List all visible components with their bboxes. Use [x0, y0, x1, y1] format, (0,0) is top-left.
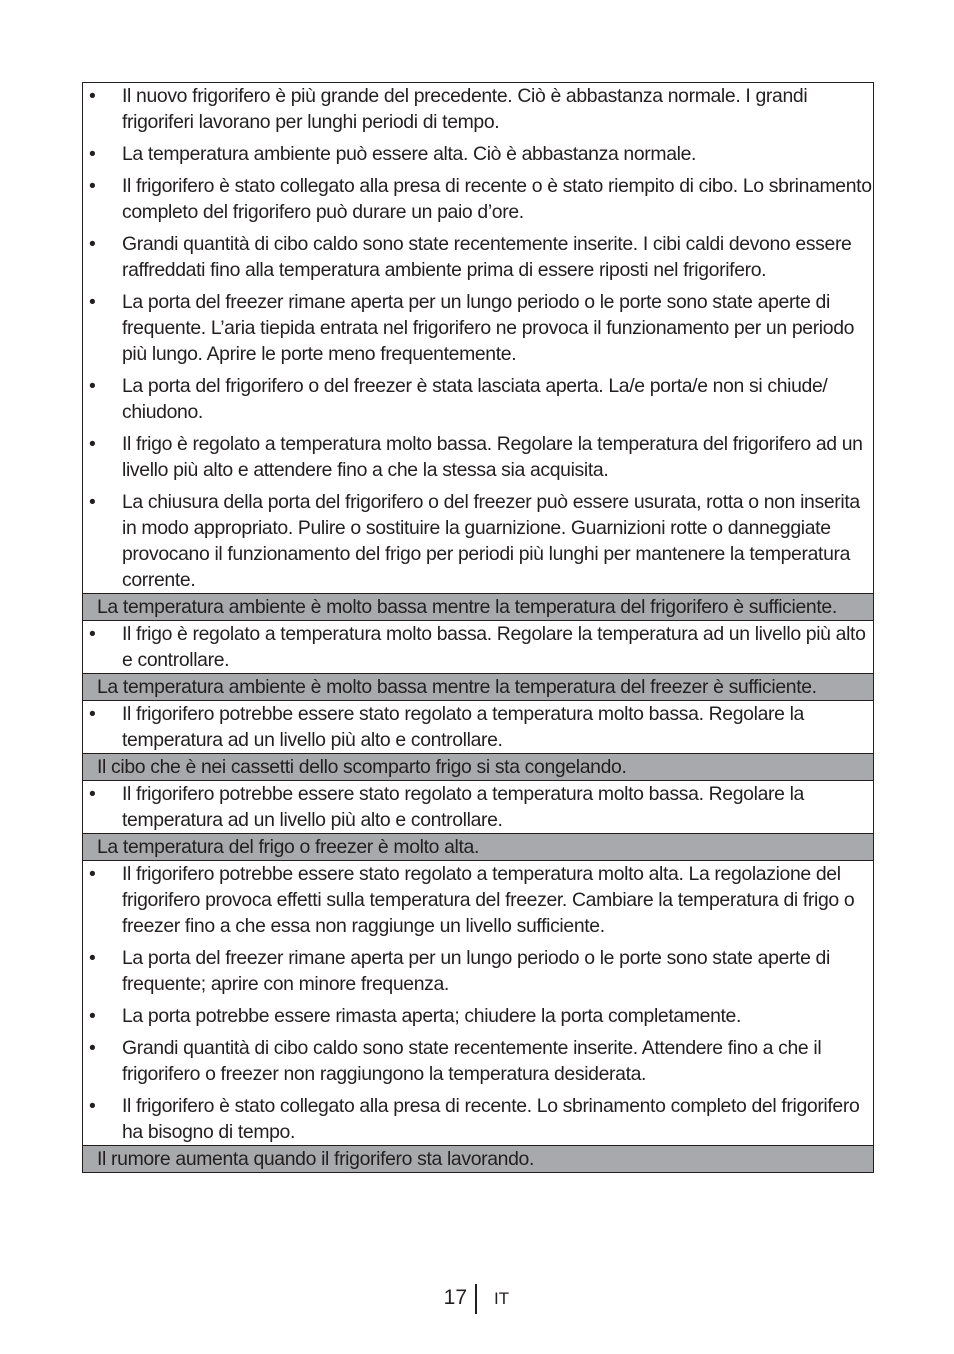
- bullet-row: [83, 701, 874, 754]
- section-heading: [83, 834, 874, 861]
- bullet-text: Il frigorifero è stato collegato alla presa di recente o è stato riempito di cibo. Lo sbrinamento completo del frigorifero può durare un paio d’ore.: [122, 175, 872, 223]
- section-heading-text: La temperatura ambiente è molto bassa mentre la temperatura del freezer è sufficiente.: [97, 676, 817, 698]
- bullet-dot-icon: •: [89, 143, 96, 165]
- bullet-text: Il frigorifero potrebbe essere stato regolato a temperatura molto bassa. Regolare la temperatura ad un livello più alto e controllare.: [122, 783, 804, 831]
- bullet-dot-icon: •: [89, 947, 96, 969]
- bullet-dot-icon: •: [89, 1005, 96, 1027]
- bullet-row: [83, 861, 874, 1146]
- section-heading-text: Il cibo che è nei cassetti dello scomparto frigo si sta congelando.: [97, 756, 627, 778]
- bullet-text: La porta del freezer rimane aperta per un lungo periodo o le porte sono state aperte di frequente; aprire con minore frequenza.: [122, 947, 830, 995]
- bullet-item: [83, 489, 873, 593]
- bullet-item: [83, 231, 873, 283]
- bullet-text: Grandi quantità di cibo caldo sono state recentemente inserite. Attendere fino a che il frigorifero o freezer non raggiungono la temperatura desiderata.: [122, 1037, 822, 1085]
- bullet-item: [83, 289, 873, 367]
- bullet-dot-icon: •: [89, 375, 96, 397]
- footer-divider: [475, 1284, 477, 1314]
- bullet-dot-icon: •: [89, 233, 96, 255]
- bullet-item: [83, 1003, 873, 1029]
- page-number: 17: [443, 1286, 467, 1309]
- bullet-dot-icon: •: [89, 1095, 96, 1117]
- bullet-list: [83, 861, 874, 1146]
- bullet-list: [83, 621, 874, 674]
- section-heading: [83, 674, 874, 701]
- bullet-text: La temperatura ambiente può essere alta. Ciò è abbastanza normale.: [122, 143, 697, 165]
- bullet-item: [83, 173, 873, 225]
- bullet-item: [83, 861, 873, 939]
- bullet-dot-icon: •: [89, 433, 96, 455]
- bullet-item: [83, 141, 873, 167]
- section-heading: [83, 594, 874, 621]
- bullet-row: [83, 621, 874, 674]
- bullet-dot-icon: •: [89, 1037, 96, 1059]
- bullet-dot-icon: •: [89, 703, 96, 725]
- bullet-dot-icon: •: [89, 85, 96, 107]
- bullet-list: [83, 701, 874, 754]
- bullet-dot-icon: •: [89, 623, 96, 645]
- section-heading: [83, 1146, 874, 1173]
- page-footer: [0, 1284, 954, 1314]
- bullet-text: La porta del freezer rimane aperta per un lungo periodo o le porte sono state aperte di frequente. L’aria tiepida entrata nel frigorifero ne provoca il funzionamento per un periodo più lungo. Aprire le porte meno frequentemente.: [122, 291, 855, 365]
- troubleshooting-table-body: [83, 83, 874, 1173]
- bullet-text: La porta del frigorifero o del freezer è stata lasciata aperta. La/e porta/e non si chiude/ chiudono.: [122, 375, 828, 423]
- bullet-item: [83, 431, 873, 483]
- bullet-text: Il frigo è regolato a temperatura molto bassa. Regolare la temperatura ad un livello più alto e controllare.: [122, 623, 866, 671]
- language-code: IT: [494, 1289, 510, 1308]
- bullet-dot-icon: •: [89, 783, 96, 805]
- bullet-text: Il frigorifero potrebbe essere stato regolato a temperatura molto alta. La regolazione del frigorifero provoca effetti sulla temperatura del freezer. Cambiare la temperatura di frigo o freezer fino a che essa non raggiunge un livello sufficiente.: [122, 863, 855, 937]
- bullet-item: [83, 621, 873, 673]
- bullet-item: [83, 781, 873, 833]
- bullet-text: Il nuovo frigorifero è più grande del precedente. Ciò è abbastanza normale. I grandi frigoriferi lavorano per lunghi periodi di tempo.: [122, 85, 808, 133]
- bullet-list: [83, 781, 874, 834]
- bullet-list: [83, 83, 874, 594]
- bullet-item: [83, 83, 873, 135]
- bullet-dot-icon: •: [89, 175, 96, 197]
- bullet-dot-icon: •: [89, 491, 96, 513]
- heading-row: [83, 834, 874, 861]
- heading-row: [83, 1146, 874, 1173]
- section-heading-text: Il rumore aumenta quando il frigorifero sta lavorando.: [97, 1148, 535, 1170]
- heading-row: [83, 594, 874, 621]
- section-heading-text: La temperatura del frigo o freezer è molto alta.: [97, 836, 479, 858]
- heading-row: [83, 754, 874, 781]
- bullet-text: Grandi quantità di cibo caldo sono state recentemente inserite. I cibi caldi devono essere raffreddati fino alla temperatura ambiente prima di essere riposti nel frigorifero.: [122, 233, 852, 281]
- bullet-dot-icon: •: [89, 863, 96, 885]
- bullet-item: [83, 945, 873, 997]
- bullet-text: Il frigorifero è stato collegato alla presa di recente. Lo sbrinamento completo del frigorifero ha bisogno di tempo.: [122, 1095, 860, 1143]
- bullet-item: [83, 1035, 873, 1087]
- bullet-dot-icon: •: [89, 291, 96, 313]
- bullet-text: Il frigorifero potrebbe essere stato regolato a temperatura molto bassa. Regolare la temperatura ad un livello più alto e controllare.: [122, 703, 804, 751]
- troubleshooting-table: [82, 82, 874, 1173]
- bullet-text: La porta potrebbe essere rimasta aperta; chiudere la porta completamente.: [122, 1005, 742, 1027]
- bullet-item: [83, 373, 873, 425]
- heading-row: [83, 674, 874, 701]
- bullet-row: [83, 83, 874, 594]
- bullet-item: [83, 1093, 873, 1145]
- bullet-item: [83, 701, 873, 753]
- bullet-text: Il frigo è regolato a temperatura molto bassa. Regolare la temperatura del frigorifero ad un livello più alto e attendere fino a che la stessa sia acquisita.: [122, 433, 863, 481]
- bullet-text: La chiusura della porta del frigorifero o del freezer può essere usurata, rotta o non inserita in modo appropriato. Pulire o sostituire la guarnizione. Guarnizioni rotte o danneggiate provocano il funzionamento del frigo per periodi più lunghi per mantenere la temperatura corrente.: [122, 491, 860, 591]
- section-heading: [83, 754, 874, 781]
- section-heading-text: La temperatura ambiente è molto bassa mentre la temperatura del frigorifero è sufficiente.: [97, 596, 837, 618]
- bullet-row: [83, 781, 874, 834]
